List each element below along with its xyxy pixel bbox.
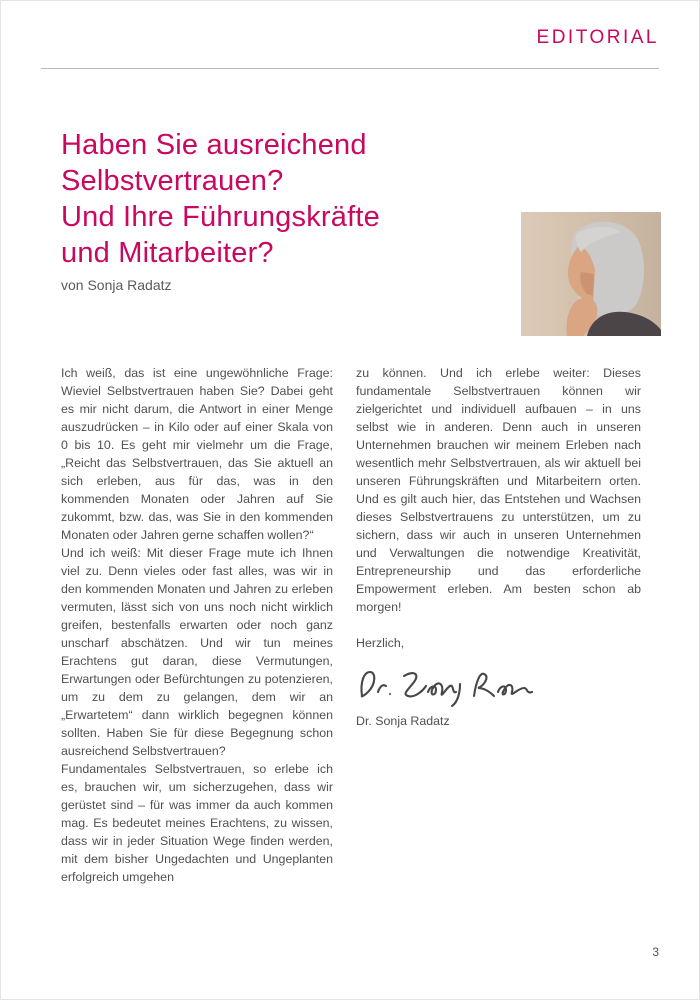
article-title-line: und Mitarbeiter? — [61, 237, 274, 269]
header-rule — [41, 68, 659, 69]
signature-graphic — [356, 662, 536, 708]
paragraph: Fundamentales Selbstvertrauen, so erlebe ich es, brauchen wir, um sicherzugehen, dass wir gerüstet sind – für was immer da auch kommen mag. Es bedeutet meines Erachtens, zu wissen, dass wir in jeder Situation Wege finden werden, mit dem bisher Ungedachten und Ungeplanten erfolgreich umgehen — [61, 762, 333, 884]
article-title-line: Und Ihre Führungskräfte — [61, 201, 380, 233]
paragraph: zu können. Und ich erlebe weiter: Dieses fundamentale Selbstvertrauen können wir zielgerichtet und individuell aufbauen – in uns selbst wie in anderen. Denn auch in unseren Unternehmen brauchen wir meinem Erleben nach wesentlich mehr Selbstvertrauen, als wir aktuell bei unseren Führungskräften und Mitarbeitern orten. Und es gilt auch hier, das Entstehen und Wachsen dieses Selbstvertrauens zu unterstützen, um zu sichern, dass wir auch in unseren Unternehmen und Verwaltungen die notwendige Kreativität, Entrepreneurship und das erforderliche Empowerment erleben. Am besten schon ab morgen! — [356, 366, 641, 614]
body-column-right — [356, 364, 641, 730]
paragraph: Ich weiß, das ist eine ungewöhnliche Frage: Wieviel Selbstvertrauen haben Sie? Dabei geht es mir nicht darum, die Antwort in einer Menge auszudrücken – in Kilo oder auf einer Skala von 0 bis 10. Es geht mir vielmehr um die Frage, „Reicht das Selbstvertrauen, das Sie aktuell an sich erleben, aus für das, was in den kommenden Monaten oder Jahren auf Sie zukommt, bzw. das, was Sie in den kommenden Monaten oder Jahren gerne schaffen wollen?“ — [61, 366, 333, 542]
author-photo — [521, 212, 661, 336]
signature-caption: Dr. Sonja Radatz — [356, 714, 450, 728]
body-column-left — [61, 364, 333, 886]
article-title-line: Haben Sie ausreichend — [61, 129, 367, 161]
article-title-line: Selbstvertrauen? — [61, 165, 284, 197]
signature-strokes — [356, 662, 536, 708]
paragraph: Und ich weiß: Mit dieser Frage mute ich Ihnen viel zu. Denn vieles oder fast alles, was wir in den kommenden Monaten und Jahren zu erleben vermuten, lässt sich von uns noch nicht wirklich greifen, bestenfalls erwarten oder noch ganz unscharf abschätzen. Und wir tun meines Erachtens gut daran, diese Vermutungen, Erwartungen oder Befürchtungen zu potenzieren, um zu dem zu gelangen, dem wir an „Erwartetem“ dann wirklich begegnen können sollten. Haben Sie für diese Begegnung schon ausreichend Selbstvertrauen? — [61, 546, 333, 758]
author-photo-illustration — [521, 212, 661, 336]
closing-line: Herzlich, — [356, 636, 405, 650]
article-title — [61, 127, 521, 271]
page-number: 3 — [652, 945, 659, 959]
byline: von Sonja Radatz — [61, 277, 172, 293]
section-label: EDITORIAL — [536, 27, 659, 48]
